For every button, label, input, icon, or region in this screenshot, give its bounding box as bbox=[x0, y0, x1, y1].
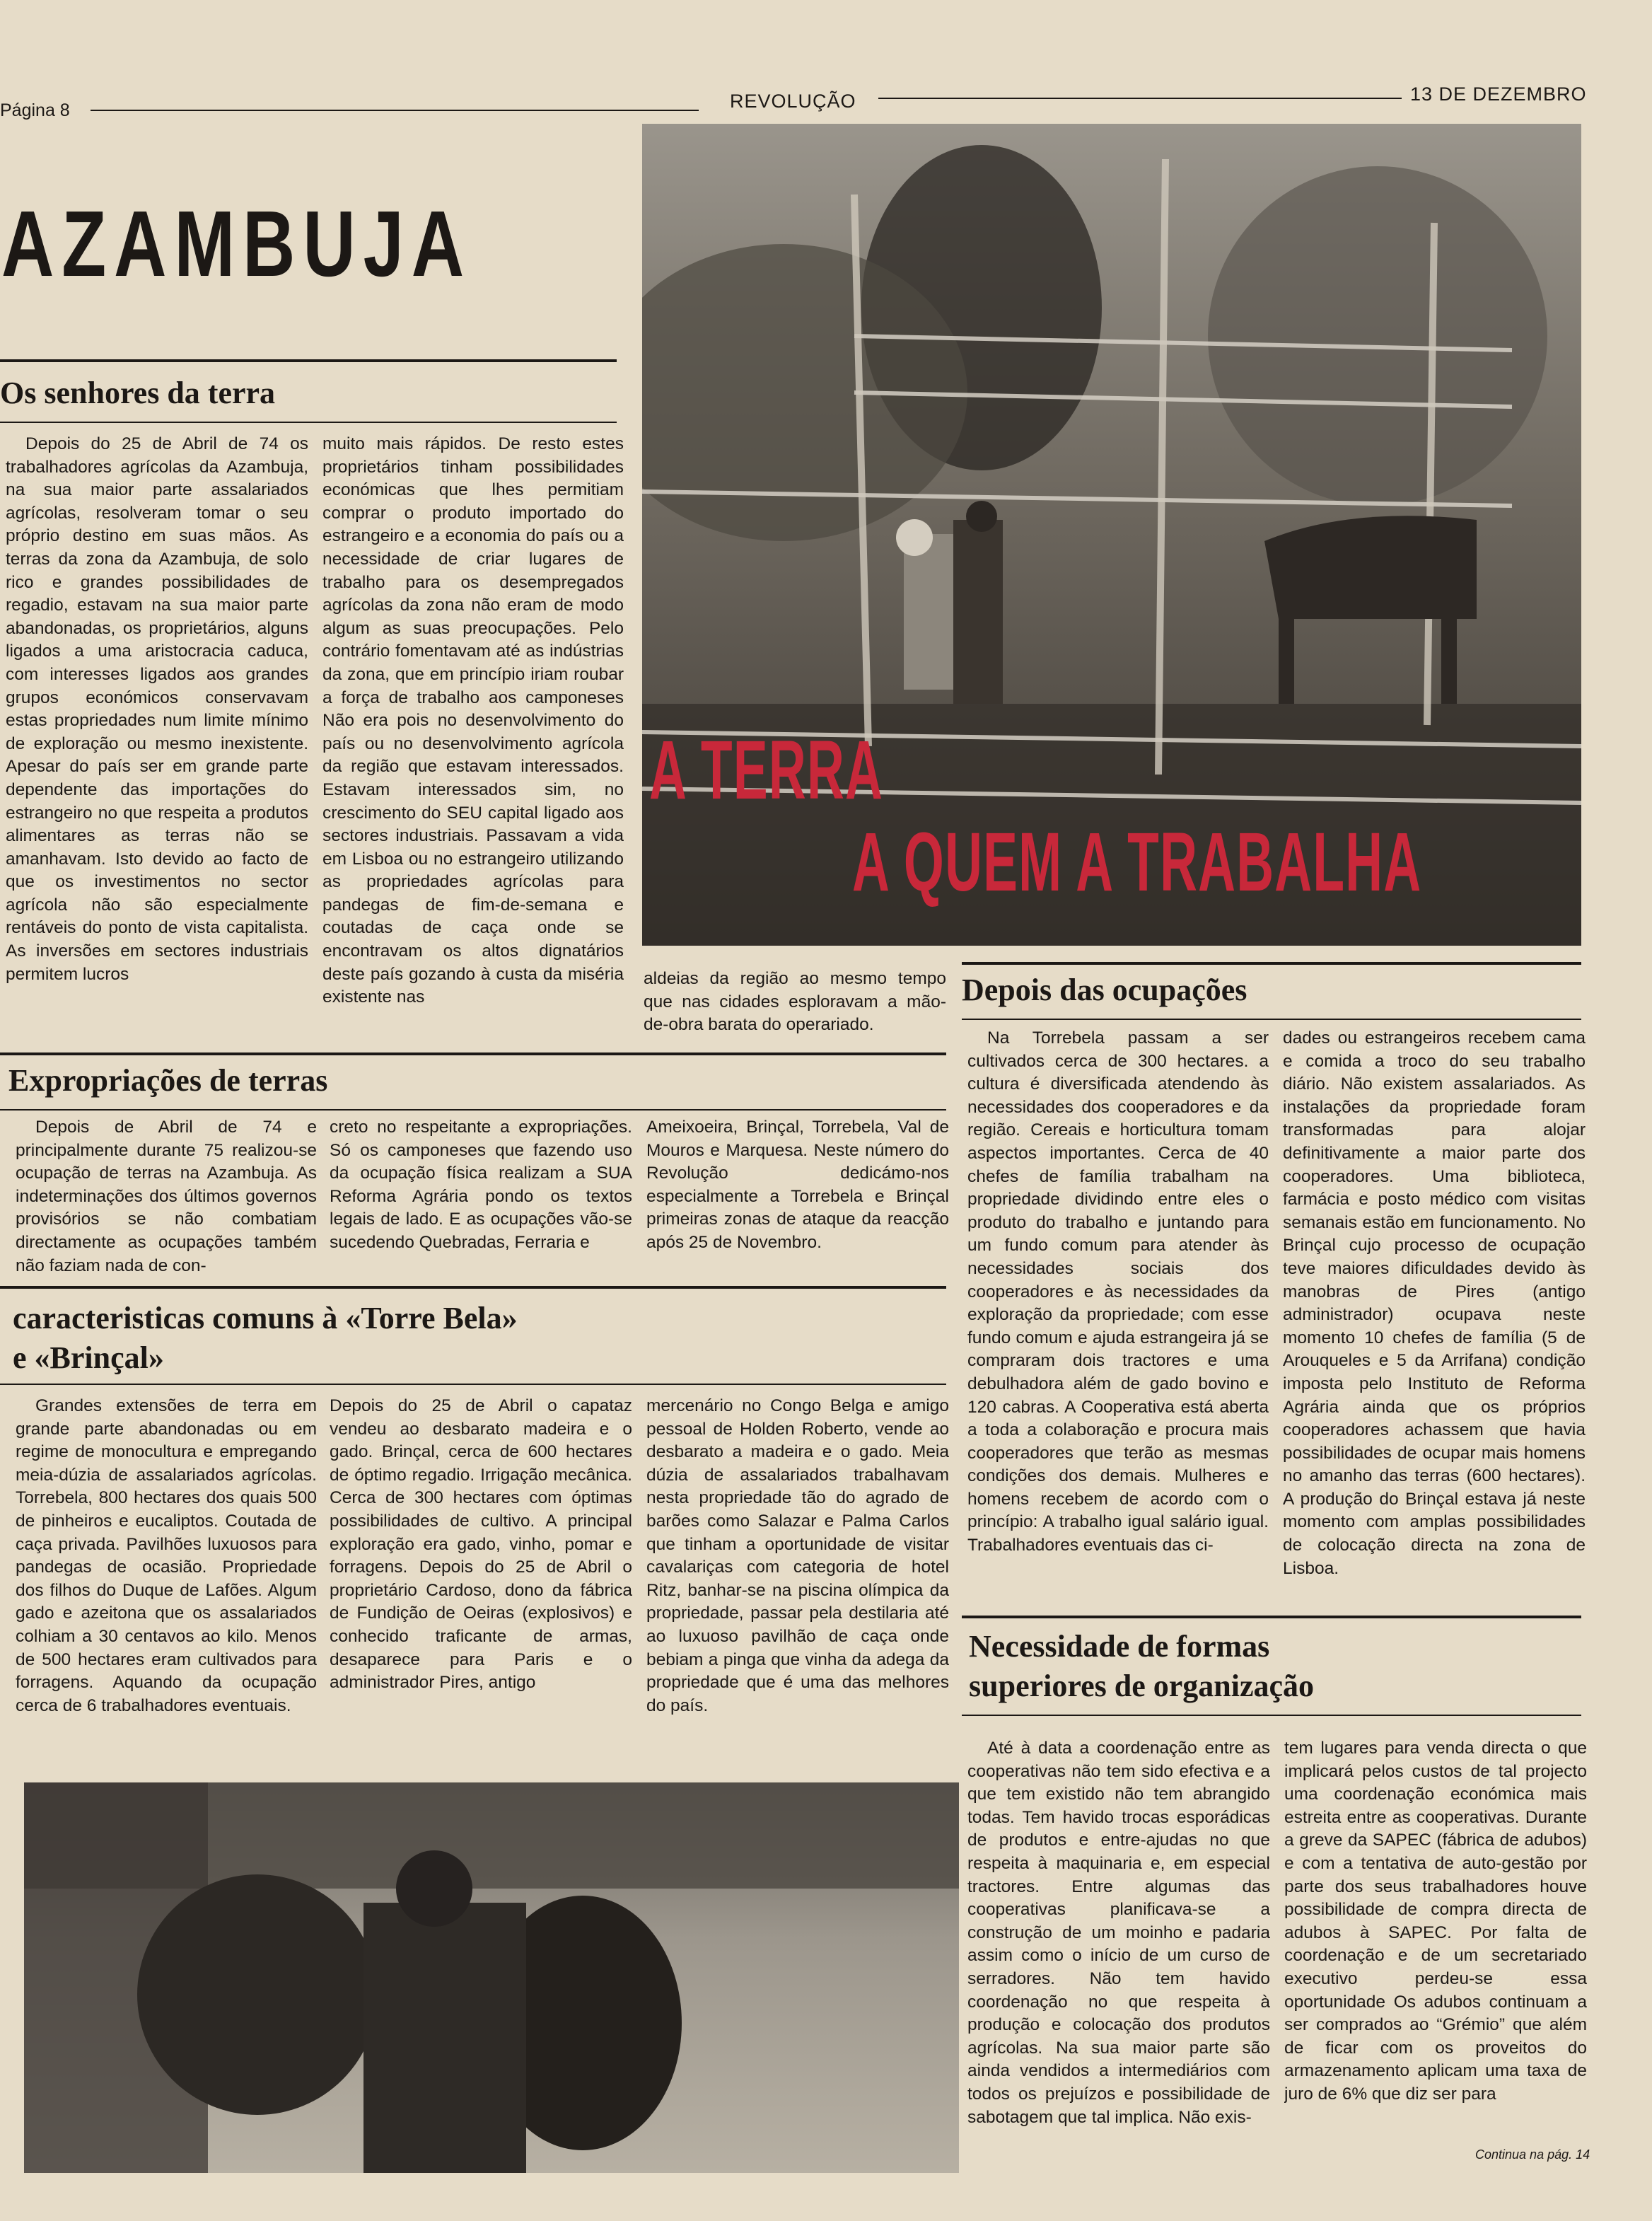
section-title: AZAMBUJA bbox=[1, 192, 472, 296]
article5-title-line2: superiores de organização bbox=[969, 1669, 1315, 1703]
article4-column1: Na Torrebela passam a ser cultivados cerca de 300 hectares. a cultura é diversificada atendendo às necessidades dos cooperadores e da região. Cereais e horticultura tomam aspectos importantes. Cerca de 40 chefes de família trabalham na propriedade dividindo entre eles o produto do trabalho e juntando para um fundo comum para atender às necessidades sociais dos cooperadores e às necessidades da exploração da propriedade; com esse fundo comum e ajuda estrangeira já se compraram dois tractores e uma debulhadora além de gado bovino e 120 cabras. A Cooperativa está aberta a toda a colaboração e procura mais cooperadores que terão as mesmas condições dos demais. Mulheres e homens recebem de acordo com o princípio: A trabalho igual salário igual. Trabalhadores eventuais das ci- bbox=[967, 1028, 1269, 1555]
photo-headline-line1: A TERRA bbox=[649, 724, 884, 817]
article2-column2: creto no respeitante a expropriações. Só os camponeses que fazendo uso da ocupação física realizam a SUA Reforma Agrária pondo os textos legais de lado. E as ocupações vão-se sucedendo Quebradas, Ferraria e bbox=[330, 1118, 632, 1252]
article3-title-line1: caracteristicas comuns à «Torre Bela» bbox=[13, 1301, 518, 1335]
article4-title-rule bbox=[962, 1019, 1581, 1020]
article1-column1: Depois do 25 de Abril de 74 os trabalhadores agrícolas da Azambuja, na sua maior parte assalariados agrícolas, resolveram tomar o seu próprio destino em suas mãos. As terras da zona da Azambuja, de solo rico e grandes possibilidades de regadio, estavam na sua maior parte abandonadas, os proprietários, alguns ligados a uma aristocracia caduca, com interesses ligados aos grandes grupos económicos conservavam estas propriedades num limite mínimo de exploração ou mesmo inexistente. Apesar do país ser em grande parte dependente das importações do estrangeiro no que respeita a produtos alimentares as terras não se amanhavam. Isto devido ao facto de que os investimentos no sector agrícola não são especialmente rentáveis do ponto de vista capitalista. As inversões em sectores industriais permitem lucros bbox=[6, 434, 308, 984]
article1-column2: muito mais rápidos. De resto estes proprietários tinham possibilidades económicas que lhes permitiam comprar o produto importado do estrangeiro e a economia do país ou a necessidade de criar lugares de trabalho para os desempregados agrícolas da zona não eram de modo algum as suas preocupações. Pelo contrário fomentavam até as indústrias da zona, que em princípio iriam roubar a força de trabalho aos camponeses Não era pois no desenvolvimento do país ou no desenvolvimento agrícola da região que estavam interessados. Estavam interessados sim, no crescimento do SEU capital ligado aos sectores industriais. Passavam a vida em Lisboa ou no estrangeiro utilizando as propriedades agrícolas para pandegas de fim-de-semana e coutadas de caça onde se encontravam os altos dignatários deste país gozando à custa da miséria existente nas bbox=[322, 434, 624, 1007]
article4-top-rule bbox=[962, 962, 1581, 965]
article2-column3: Ameixoeira, Brinçal, Torrebela, Val de Mouros e Marquesa. Neste número do Revolução dedicámo-nos especialmente a Torrebela e Brinçal primeiras zonas de ataque da reacção após 25 de Novembro. bbox=[646, 1118, 949, 1252]
article2-top-rule bbox=[0, 1052, 946, 1055]
article2-title-rule bbox=[0, 1109, 946, 1110]
article5-column1: Até à data a coordenação entre as cooperativas não tem sido efectiva e a que tem existido não tem abrangido todas. Tem havido trocas esporádicas de produtos e entre-ajudas no que respeita à maquinaria e, em especial tractores. Entre algumas das cooperativas planificava-se a construção de um moinho e padaria assim como o início de um curso de serradores. Não tem havido coordenação no que respeita à produção e colocação dos produtos agrícolas. Na sua maior parte são ainda vendidos a intermediários com todos os prejuízos e possibilidade de sabotagem que tal implica. Não exis- bbox=[967, 1739, 1270, 2127]
photo-headline-line2: A QUEM A TRABALHA bbox=[852, 816, 1422, 909]
page-number: Página 8 bbox=[0, 100, 70, 120]
article3-column3: mercenário no Congo Belga e amigo pessoal de Holden Roberto, vende ao desbarato a madeira e o gado. Meia dúzia de assalariados trabalhavam nesta propriedade tão do agrado de barões como Salazar e Palma Carlos que tinham a oportunidade de visitar cavalariças com categoria de hotel Ritz, banhar-se na piscina olímpica da propriedade, passar pela destilaria até ao luxuoso pavilhão de caça onde bebiam a pinga que vinha da adega da propriedade que é uma das melhores do país. bbox=[646, 1396, 949, 1715]
newspaper-name: REVOLUÇÃO bbox=[730, 91, 856, 112]
header-rule-left bbox=[91, 110, 699, 111]
article2-title: Expropriações de terras bbox=[8, 1063, 328, 1098]
oxen-plowing-photo bbox=[24, 1782, 959, 2173]
article5-top-rule bbox=[962, 1616, 1581, 1618]
article5-title-rule bbox=[962, 1715, 1581, 1716]
article3-top-rule bbox=[0, 1286, 946, 1289]
article1-top-rule bbox=[0, 359, 617, 362]
continued-note: Continua na pág. 14 bbox=[1475, 2147, 1590, 2162]
article1-title-rule bbox=[0, 422, 617, 423]
article2-column1: Depois de Abril de 74 e principalmente durante 75 realizou-se ocupação de terras na Azambuja. As indeterminações dos últimos governos provisórios se não combatiam directamente as ocupações também não faziam nada de con- bbox=[16, 1118, 317, 1275]
issue-date: 13 DE DEZEMBRO bbox=[1410, 83, 1587, 105]
article4-column2: dades ou estrangeiros recebem cama e comida a troco do seu trabalho diário. Não existem assalariados. As instalações da propriedade foram transformadas para alojar definitivamente a maior parte dos cooperadores. Uma biblioteca, farmácia e posto médico com visitas semanais estão em funcionamento. No Brinçal cujo processo de ocupação teve maiores dificuldades devido às manobras de Pires (antigo administrador) ocupava neste momento 10 chefes de família (5 de Arouqueles e 5 da Arrifana) condição imposta pelo Instituto de Reforma Agrária ainda que os próprios cooperadores achassem que havia possibilidades de ocupar mais homens no amanho das terras (600 hectares). A produção do Brinçal estava já neste momento com amplas possibilidades de colocação directa na zona de Lisboa. bbox=[1283, 1028, 1586, 1578]
article4-title: Depois das ocupações bbox=[962, 973, 1247, 1007]
article3-column2: Depois do 25 de Abril o capataz vendeu ao desbarato madeira e o gado. Brinçal, cerca de 600 hectares de óptimo regadio. Irrigação mecânica. Cerca de 300 hectares com óptimas possibilidades de cultivo. A principal exploração era gado, vinho, pomar e forragens. Depois do 25 de Abril o proprietário Cardoso, dono da fábrica de Fundição de Oeiras (explosivos) e conhecido traficante de armas, desaparece para Paris e o administrador Pires, antigo bbox=[330, 1396, 632, 1693]
article3-column1: Grandes extensões de terra em grande parte abandonadas ou em regime de monocultura e empregando meia-dúzia de assalariados agrícolas. Torrebela, 800 hectares dos quais 500 de pinheiros e eucaliptos. Coutada de caça privada. Pavilhões luxuosos para pandegas de ocasião. Propriedade dos filhos do Duque de Lafões. Algum gado e azeitona que os assalariados colhiam a 30 centavos ao kilo. Menos de 500 hectares eram cultivados para forragens. Aquando da ocupação cerca de 6 trabalhadores eventuais. bbox=[16, 1396, 317, 1715]
article5-column2: tem lugares para venda directa o que implicará pelos custos de tal projecto uma coordenação económica mais estreita entre as cooperativas. Durante a greve da SAPEC (fábrica de adubos) e com a tentativa de auto-gestão por parte dos seus trabalhadores houve possibilidade de compra directa de adubos à SAPEC. Por falta de coordenação e de um secretariado executivo perdeu-se essa oportunidade Os adubos continuam a ser comprados ao “Grémio” que além de ficar com os proveitos do armazenamento aplicam uma taxa de juro de 6% que diz ser para bbox=[1284, 1739, 1587, 2104]
article1-column3: aldeias da região ao mesmo tempo que nas cidades esploravam a mão-de-obra barata do operariado. bbox=[644, 969, 946, 1035]
article1-title: Os senhores da terra bbox=[0, 376, 276, 410]
article5-title-line1: Necessidade de formas bbox=[969, 1629, 1270, 1664]
header-rule-right bbox=[878, 98, 1402, 99]
article3-title-line2: e «Brinçal» bbox=[13, 1340, 164, 1375]
article3-title-rule bbox=[0, 1384, 946, 1385]
